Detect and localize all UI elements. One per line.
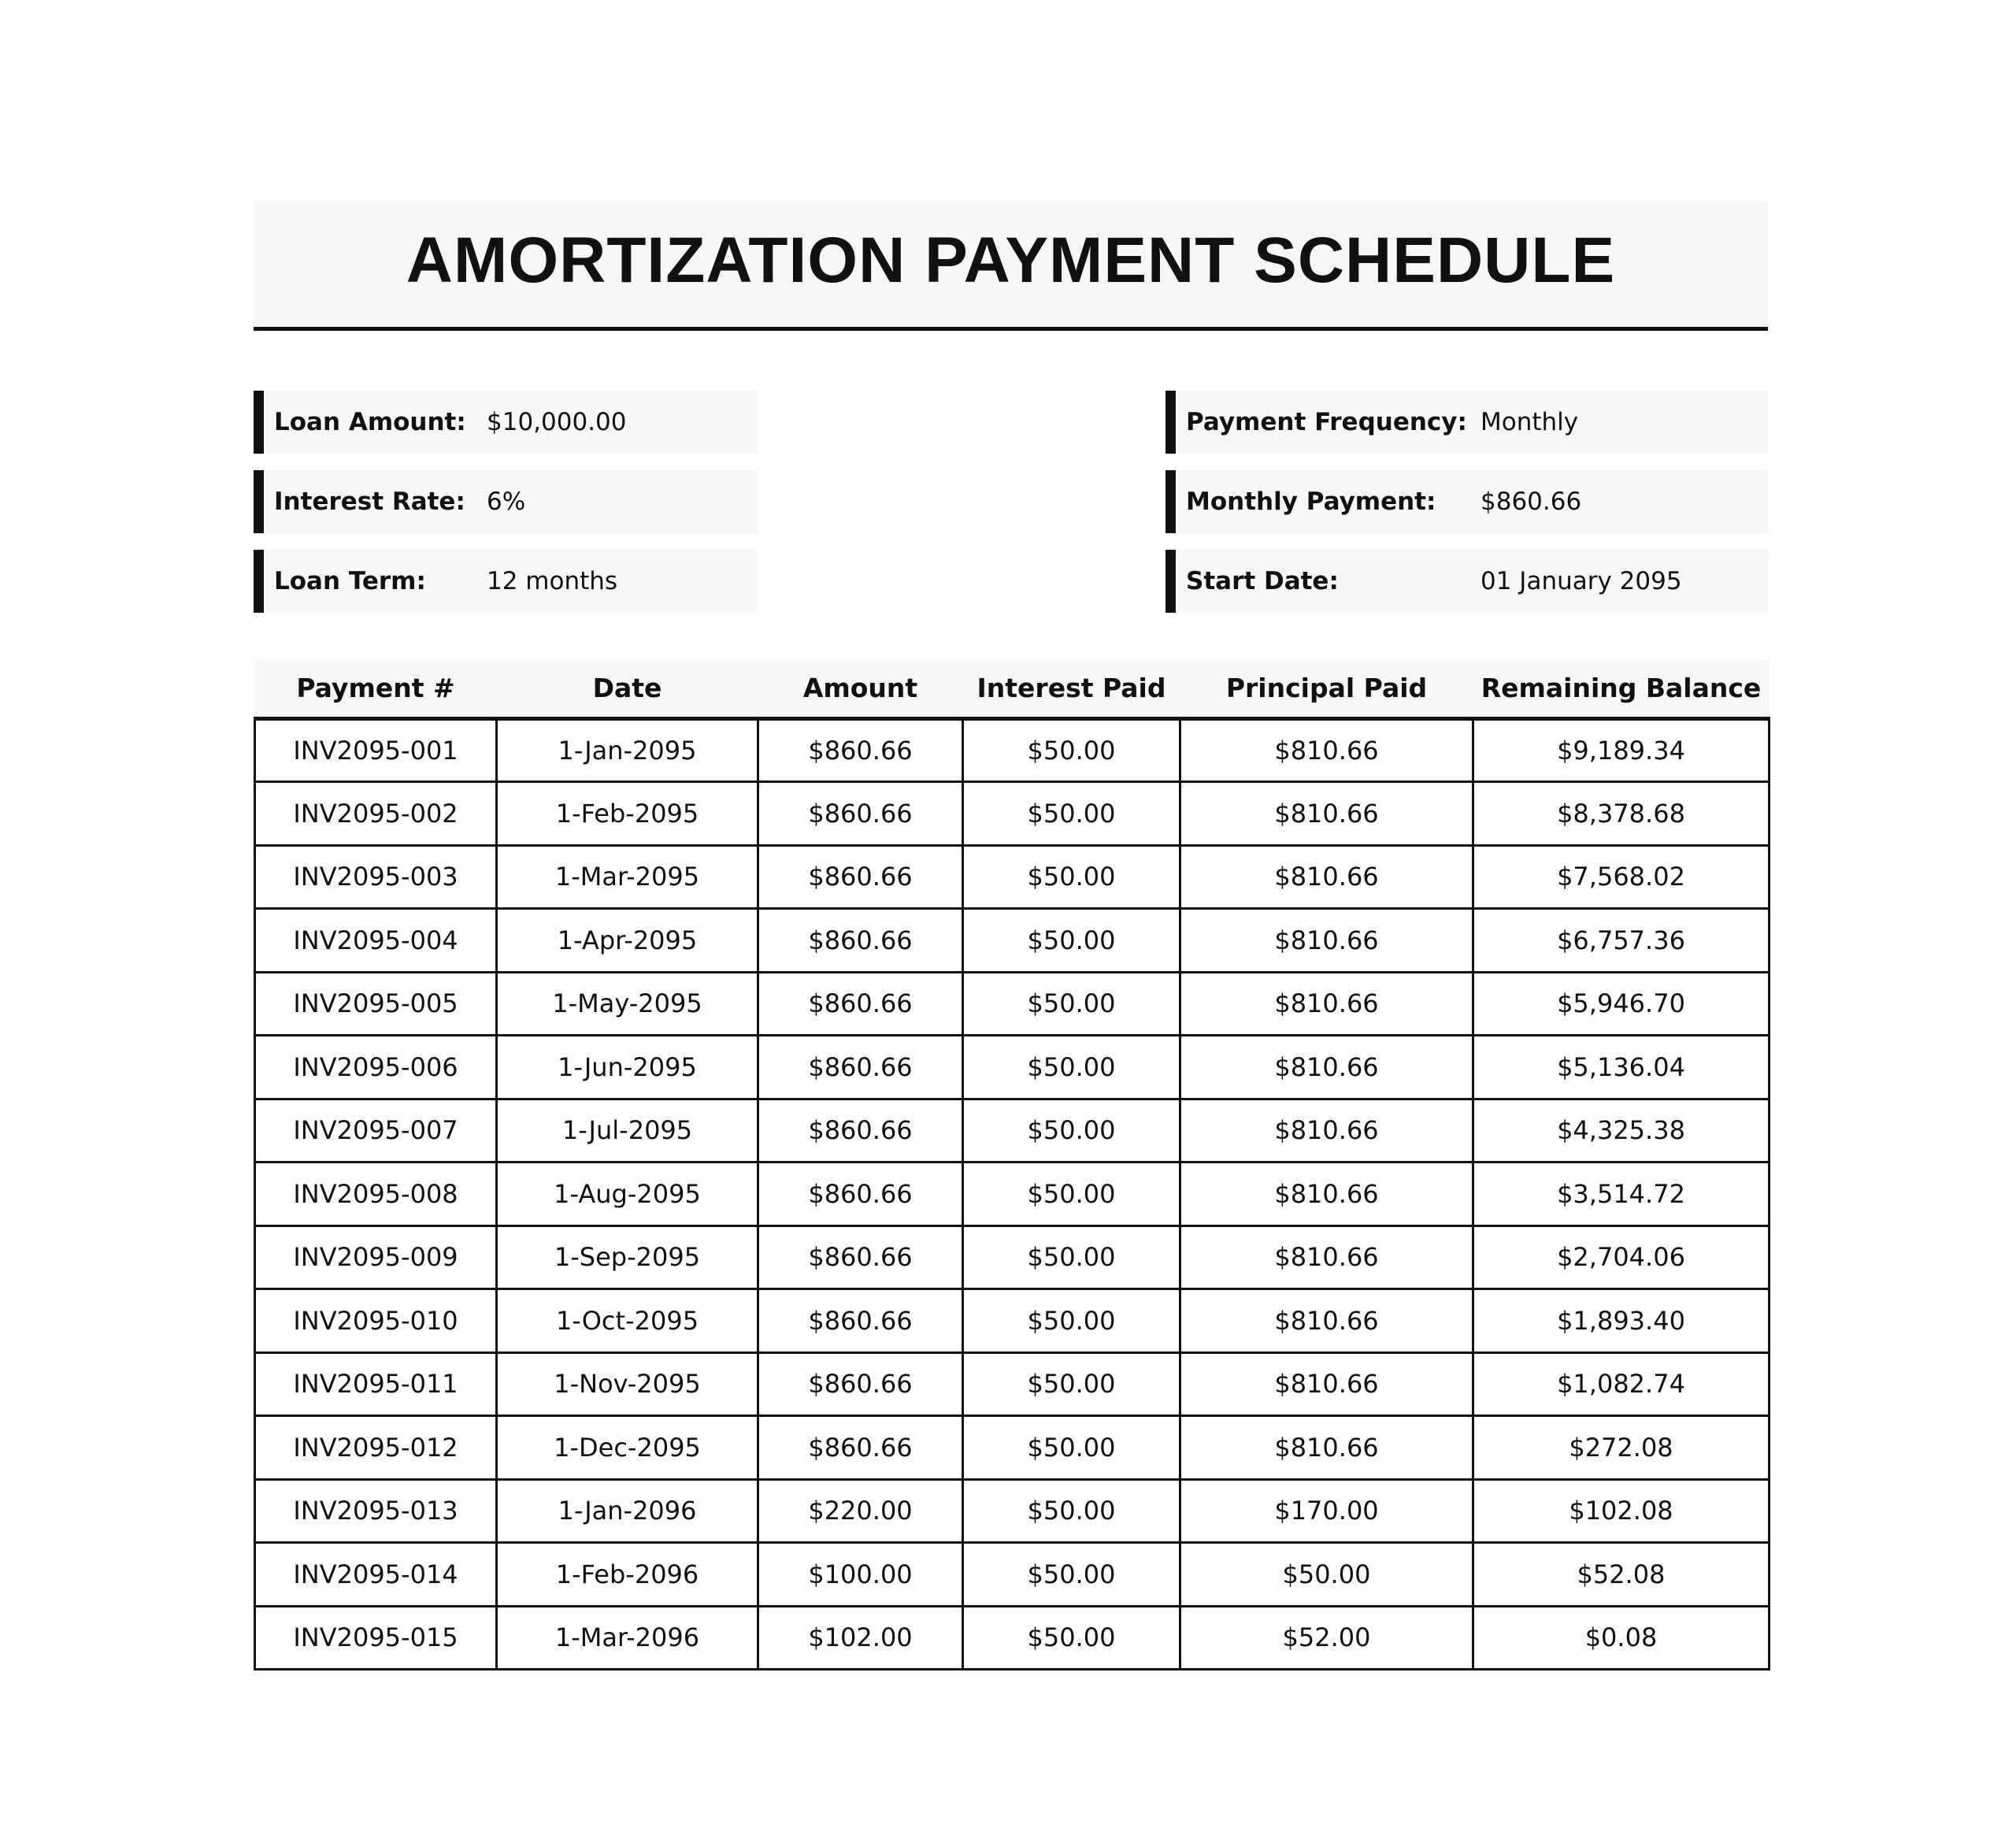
cell-amount: $860.66 [758, 1099, 963, 1162]
cell-interest-paid: $50.00 [963, 1416, 1180, 1480]
cell-remaining-balance: $272.08 [1473, 1416, 1770, 1480]
info-label: Payment Frequency: [1186, 408, 1467, 436]
cell-payment-number: INV2095-014 [255, 1543, 497, 1607]
table-row [255, 1289, 1770, 1353]
cell-remaining-balance: $5,136.04 [1473, 1036, 1770, 1099]
info-label: Loan Amount: [274, 408, 466, 436]
cell-payment-number: INV2095-010 [255, 1289, 497, 1353]
info-value: 01 January 2095 [1480, 567, 1682, 595]
info-label: Interest Rate: [274, 488, 465, 516]
cell-principal-paid: $52.00 [1180, 1606, 1473, 1670]
loan-info-right [1166, 391, 1768, 629]
cell-date: 1-May-2095 [497, 972, 758, 1036]
cell-principal-paid: $810.66 [1180, 718, 1473, 782]
cell-payment-number: INV2095-009 [255, 1225, 497, 1289]
cell-payment-number: INV2095-006 [255, 1036, 497, 1099]
cell-date: 1-Sep-2095 [497, 1225, 758, 1289]
cell-date: 1-Dec-2095 [497, 1416, 758, 1480]
cell-remaining-balance: $52.08 [1473, 1543, 1770, 1607]
info-label: Monthly Payment: [1186, 488, 1436, 516]
cell-interest-paid: $50.00 [963, 1099, 1180, 1162]
cell-date: 1-Jul-2095 [497, 1099, 758, 1162]
cell-amount: $860.66 [758, 1416, 963, 1480]
cell-interest-paid: $50.00 [963, 782, 1180, 846]
table-row [255, 1099, 1770, 1162]
cell-interest-paid: $50.00 [963, 1352, 1180, 1416]
cell-payment-number: INV2095-007 [255, 1099, 497, 1162]
cell-remaining-balance: $7,568.02 [1473, 845, 1770, 909]
cell-date: 1-Jan-2096 [497, 1479, 758, 1543]
cell-payment-number: INV2095-005 [255, 972, 497, 1036]
cell-interest-paid: $50.00 [963, 1606, 1180, 1670]
info-value: $860.66 [1480, 488, 1582, 516]
cell-principal-paid: $810.66 [1180, 1162, 1473, 1226]
amortization-document [254, 201, 1768, 1653]
cell-interest-paid: $50.00 [963, 1479, 1180, 1543]
table-body [255, 718, 1770, 1670]
cell-interest-paid: $50.00 [963, 718, 1180, 782]
cell-date: 1-Jun-2095 [497, 1036, 758, 1099]
cell-amount: $860.66 [758, 909, 963, 973]
column-header-remaining-balance: Remaining Balance [1473, 660, 1770, 718]
info-row-monthly-payment [1166, 470, 1768, 533]
cell-principal-paid: $810.66 [1180, 1416, 1473, 1480]
info-label: Start Date: [1186, 567, 1339, 595]
table-row [255, 972, 1770, 1036]
schedule-table [254, 660, 1770, 1670]
cell-principal-paid: $810.66 [1180, 845, 1473, 909]
cell-amount: $860.66 [758, 1352, 963, 1416]
loan-info-section [254, 391, 1768, 619]
cell-remaining-balance: $1,082.74 [1473, 1352, 1770, 1416]
column-header-date: Date [497, 660, 758, 718]
table-row [255, 1036, 1770, 1099]
cell-amount: $860.66 [758, 972, 963, 1036]
table-row [255, 845, 1770, 909]
cell-principal-paid: $810.66 [1180, 1225, 1473, 1289]
table-row [255, 1606, 1770, 1670]
table-row [255, 782, 1770, 846]
cell-payment-number: INV2095-001 [255, 718, 497, 782]
cell-remaining-balance: $6,757.36 [1473, 909, 1770, 973]
cell-principal-paid: $810.66 [1180, 1099, 1473, 1162]
cell-payment-number: INV2095-003 [255, 845, 497, 909]
cell-date: 1-Mar-2096 [497, 1606, 758, 1670]
schedule-table-wrap [254, 660, 1768, 1670]
table-row [255, 1225, 1770, 1289]
cell-date: 1-Apr-2095 [497, 909, 758, 973]
cell-interest-paid: $50.00 [963, 972, 1180, 1036]
title-band [254, 201, 1768, 331]
cell-amount: $860.66 [758, 1225, 963, 1289]
cell-principal-paid: $810.66 [1180, 1036, 1473, 1099]
table-row [255, 1162, 1770, 1226]
cell-remaining-balance: $4,325.38 [1473, 1099, 1770, 1162]
column-header-payment-number: Payment # [255, 660, 497, 718]
cell-interest-paid: $50.00 [963, 1162, 1180, 1226]
cell-payment-number: INV2095-013 [255, 1479, 497, 1543]
accent-bar [1166, 550, 1176, 613]
accent-bar [1166, 470, 1176, 533]
cell-payment-number: INV2095-002 [255, 782, 497, 846]
cell-principal-paid: $170.00 [1180, 1479, 1473, 1543]
cell-payment-number: INV2095-015 [255, 1606, 497, 1670]
cell-remaining-balance: $3,514.72 [1473, 1162, 1770, 1226]
cell-date: 1-Jan-2095 [497, 718, 758, 782]
column-header-interest-paid: Interest Paid [963, 660, 1180, 718]
table-row [255, 1416, 1770, 1480]
info-value: Monthly [1480, 408, 1579, 436]
info-row-start-date [1166, 550, 1768, 613]
cell-amount: $860.66 [758, 845, 963, 909]
info-row-loan-term [254, 550, 758, 613]
cell-principal-paid: $810.66 [1180, 1352, 1473, 1416]
info-row-loan-amount [254, 391, 758, 454]
cell-interest-paid: $50.00 [963, 1543, 1180, 1607]
cell-amount: $100.00 [758, 1543, 963, 1607]
cell-amount: $220.00 [758, 1479, 963, 1543]
cell-principal-paid: $50.00 [1180, 1543, 1473, 1607]
table-row [255, 1352, 1770, 1416]
accent-bar [254, 391, 264, 454]
cell-interest-paid: $50.00 [963, 1036, 1180, 1099]
cell-remaining-balance: $8,378.68 [1473, 782, 1770, 846]
cell-principal-paid: $810.66 [1180, 1289, 1473, 1353]
info-value: 12 months [487, 567, 618, 595]
cell-amount: $860.66 [758, 1162, 963, 1226]
cell-date: 1-Oct-2095 [497, 1289, 758, 1353]
accent-bar [254, 550, 264, 613]
cell-principal-paid: $810.66 [1180, 909, 1473, 973]
table-row [255, 1479, 1770, 1543]
accent-bar [1166, 391, 1176, 454]
page-title: AMORTIZATION PAYMENT SCHEDULE [406, 224, 1616, 296]
cell-principal-paid: $810.66 [1180, 972, 1473, 1036]
accent-bar [254, 470, 264, 533]
cell-date: 1-Feb-2095 [497, 782, 758, 846]
cell-remaining-balance: $5,946.70 [1473, 972, 1770, 1036]
cell-interest-paid: $50.00 [963, 845, 1180, 909]
cell-remaining-balance: $9,189.34 [1473, 718, 1770, 782]
table-row [255, 718, 1770, 782]
cell-remaining-balance: $102.08 [1473, 1479, 1770, 1543]
cell-remaining-balance: $1,893.40 [1473, 1289, 1770, 1353]
table-header-row [255, 660, 1770, 718]
cell-date: 1-Aug-2095 [497, 1162, 758, 1226]
cell-principal-paid: $810.66 [1180, 782, 1473, 846]
cell-amount: $860.66 [758, 718, 963, 782]
info-value: 6% [487, 488, 526, 516]
cell-interest-paid: $50.00 [963, 909, 1180, 973]
cell-remaining-balance: $0.08 [1473, 1606, 1770, 1670]
loan-info-left [254, 391, 758, 629]
cell-payment-number: INV2095-004 [255, 909, 497, 973]
info-row-payment-frequency [1166, 391, 1768, 454]
column-header-principal-paid: Principal Paid [1180, 660, 1473, 718]
cell-interest-paid: $50.00 [963, 1225, 1180, 1289]
cell-amount: $860.66 [758, 1289, 963, 1353]
cell-date: 1-Nov-2095 [497, 1352, 758, 1416]
table-row [255, 1543, 1770, 1607]
cell-interest-paid: $50.00 [963, 1289, 1180, 1353]
cell-amount: $102.00 [758, 1606, 963, 1670]
column-header-amount: Amount [758, 660, 963, 718]
cell-payment-number: INV2095-012 [255, 1416, 497, 1480]
cell-amount: $860.66 [758, 782, 963, 846]
info-label: Loan Term: [274, 567, 426, 595]
cell-payment-number: INV2095-008 [255, 1162, 497, 1226]
info-value: $10,000.00 [487, 408, 627, 436]
cell-remaining-balance: $2,704.06 [1473, 1225, 1770, 1289]
cell-date: 1-Feb-2096 [497, 1543, 758, 1607]
cell-date: 1-Mar-2095 [497, 845, 758, 909]
table-row [255, 909, 1770, 973]
cell-amount: $860.66 [758, 1036, 963, 1099]
cell-payment-number: INV2095-011 [255, 1352, 497, 1416]
info-row-interest-rate [254, 470, 758, 533]
